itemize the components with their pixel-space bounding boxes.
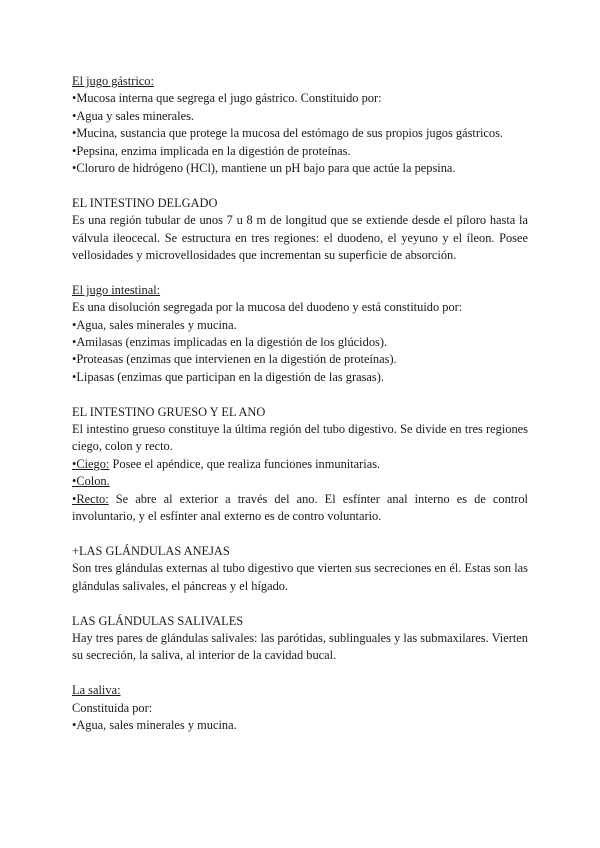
paragraph: Constituida por: (72, 700, 153, 715)
ciego-text: Posee el apéndice, que realiza funciones inmunitarias. (109, 456, 381, 471)
section-heading-jugo-intestinal: El jugo intestinal: (72, 282, 161, 297)
list-item: •Agua, sales minerales y mucina. (72, 717, 237, 732)
paragraph: Es una región tubular de unos 7 u 8 m de longitud que se extiende desde el píloro hasta la válvula ileocecal. Se estructura en tres regiones: el duodeno, el yeyuno y el íleon. Posee vellosidades y microvellosidades que incrementan su superficie de absorción. (72, 213, 528, 263)
list-item: •Cloruro de hidrógeno (HCl), mantiene un pH bajo para que actúe la pepsina. (72, 161, 456, 176)
section-heading-saliva: La saliva: (72, 683, 121, 698)
list-item: •Mucosa interna que segrega el jugo gástrico. Constituido por: (72, 91, 382, 106)
section-heading-intestino-grueso: EL INTESTINO GRUESO Y EL ANO (72, 404, 266, 419)
list-item-ciego (72, 456, 528, 473)
paragraph: Hay tres pares de glándulas salivales: las parótidas, sublinguales y las submaxilares. Vierten su secreción, la saliva, al interior de la cavidad bucal. (72, 630, 528, 663)
section-heading-jugo-gastrico: El jugo gástrico: (72, 74, 154, 88)
list-item: •Agua y sales minerales. (72, 108, 195, 123)
recto-text: Se abre al exterior a través del ano. El esfínter anal interno es de control involuntario, y el esfínter anal externo es de contro voluntario. (72, 491, 528, 524)
section-heading-intestino-delgado: EL INTESTINO DELGADO (72, 195, 218, 210)
list-item: •Proteasas (enzimas que intervienen en la digestión de proteínas). (72, 352, 397, 367)
list-item: •Amilasas (enzimas implicadas en la digestión de los glúcidos). (72, 335, 388, 350)
ciego-label: •Ciego: (72, 456, 110, 471)
recto-label: •Recto: (72, 491, 109, 506)
list-item-colon: •Colon. (72, 474, 110, 489)
list-item: •Pepsina, enzima implicada en la digestión de proteínas. (72, 143, 351, 158)
list-item: •Agua, sales minerales y mucina. (72, 317, 237, 332)
document-page (72, 73, 528, 734)
list-item: •Mucina, sustancia que protege la mucosa del estómago de sus propios jugos gástricos. (72, 126, 504, 141)
paragraph: El intestino grueso constituye la última región del tubo digestivo. Se divide en tres regiones ciego, colon y recto. (72, 422, 528, 454)
paragraph: Es una disolución segregada por la mucosa del duodeno y está constituido por: (72, 300, 463, 315)
section-heading-glandulas-anejas: +LAS GLÁNDULAS ANEJAS (72, 543, 230, 558)
section-heading-glandulas-salivales: LAS GLÁNDULAS SALIVALES (72, 613, 244, 628)
paragraph: Son tres glándulas externas al tubo digestivo que vierten sus secreciones en él. Estas son las glándulas salivales, el páncreas y el hígado. (72, 561, 528, 593)
list-item-recto (72, 491, 528, 526)
list-item: •Lipasas (enzimas que participan en la digestión de las grasas). (72, 369, 384, 384)
